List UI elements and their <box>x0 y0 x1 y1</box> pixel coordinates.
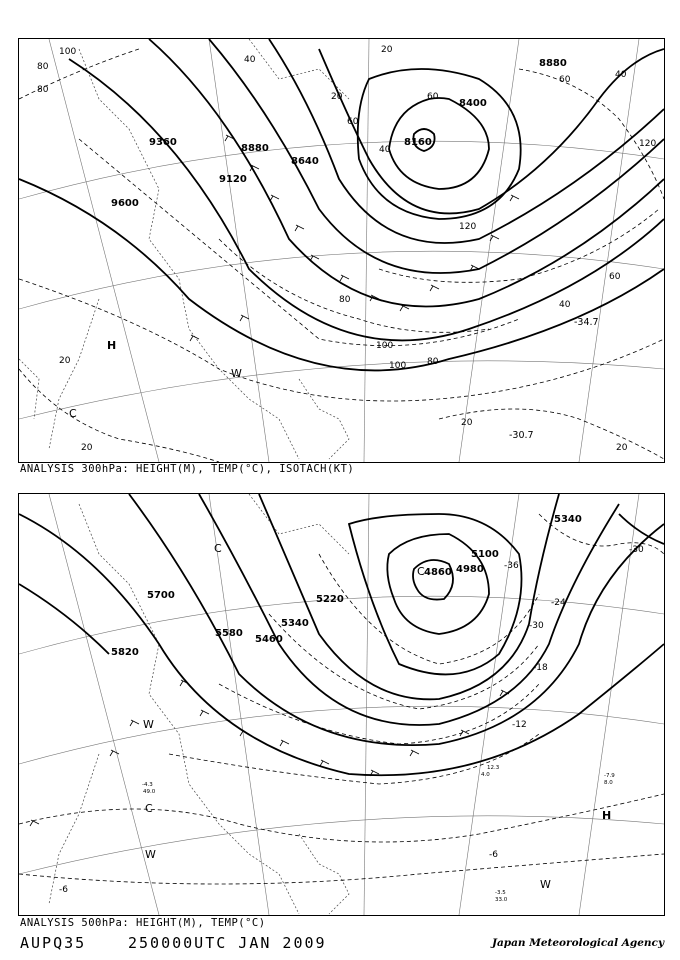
isotach-label: 60 <box>609 272 621 282</box>
isotach-label: 80 <box>37 85 49 95</box>
height-label: 5340 <box>281 618 309 629</box>
station-value: -3.5 <box>495 890 506 896</box>
chart-id: AUPQ35 <box>20 934 87 952</box>
isotach-label: 80 <box>37 62 49 72</box>
height-label: 8640 <box>291 156 319 167</box>
center-label-group <box>69 339 242 420</box>
map-300hpa-svg <box>19 39 664 462</box>
station-value: 49.0 <box>143 789 156 795</box>
height-label: 5460 <box>255 634 283 645</box>
height-label: 5700 <box>147 590 175 601</box>
height-label: 8880 <box>241 143 269 154</box>
high-center-label: H <box>107 339 117 352</box>
isotach-label: 20 <box>461 418 473 428</box>
isotach-label: 80 <box>339 295 351 305</box>
warm-center-label: W <box>145 848 156 861</box>
isotherm-label: -36 <box>504 561 519 571</box>
height-label: 5580 <box>215 628 243 639</box>
isotherm-label: -6 <box>59 885 68 895</box>
cold-center-label: C <box>69 407 77 420</box>
map-panel-500hpa <box>18 493 665 916</box>
isotach-label: 120 <box>639 139 657 149</box>
cold-center-label: C <box>145 802 153 815</box>
map-panel-300hpa <box>18 38 665 463</box>
isotach-label: 60 <box>427 92 439 102</box>
isotach-label: 60 <box>347 117 359 127</box>
height-label: 8400 <box>459 98 487 109</box>
isotach-label: 20 <box>381 45 393 55</box>
height-label-group <box>111 58 567 209</box>
isotach-label: 100 <box>376 341 394 351</box>
warm-center-label: W <box>540 878 551 891</box>
wind-barbs <box>30 680 509 826</box>
height-label: 8160 <box>404 137 432 148</box>
isotach-label: 100 <box>59 47 77 57</box>
isotach-label: 40 <box>379 145 391 155</box>
height-label: 9120 <box>219 174 247 185</box>
warm-center-label: W <box>231 367 242 380</box>
caption-300hpa: ANALYSIS 300hPa: HEIGHT(M), TEMP(°C), ISOTACH(KT) <box>20 463 355 475</box>
valid-time: 250000UTC JAN 2009 <box>128 934 327 952</box>
cold-center-label: C <box>214 542 222 555</box>
station-value: 4.0 <box>481 772 490 778</box>
height-label: 4980 <box>456 564 484 575</box>
height-label: 5100 <box>471 549 499 560</box>
height-label: 9600 <box>111 198 139 209</box>
map-500hpa-svg <box>19 494 664 915</box>
coastline <box>49 494 349 914</box>
high-center-label: H <box>602 809 612 822</box>
temp-label: -30.7 <box>509 430 534 441</box>
center-label-group <box>143 542 611 891</box>
isotach-label: 20 <box>616 443 628 453</box>
height-label: 4860 <box>424 567 452 578</box>
height-label: 5820 <box>111 647 139 658</box>
height-label: 8880 <box>539 58 567 69</box>
station-value: 12.3 <box>487 765 500 771</box>
isotach-label: 40 <box>615 70 627 80</box>
wind-barbs <box>190 135 519 341</box>
temp-label: -34.7 <box>574 317 599 328</box>
isotachs <box>19 49 664 462</box>
isotherm-label: -24 <box>551 598 566 608</box>
isotach-label: 40 <box>559 300 571 310</box>
isotherm-label: -30 <box>629 545 644 555</box>
height-label: 5220 <box>316 594 344 605</box>
isotach-label: 120 <box>459 222 477 232</box>
station-value: -4.3 <box>142 782 153 788</box>
isotherm-label: -12 <box>512 720 527 730</box>
warm-center-label: W <box>143 718 154 731</box>
isotherms <box>19 514 664 884</box>
agency-credit: Japan Meteorological Agency <box>492 937 665 949</box>
isotach-label: 100 <box>389 361 407 371</box>
isotherm-label: -6 <box>489 850 498 860</box>
isotach-label: 20 <box>331 92 343 102</box>
height-label: 9360 <box>149 137 177 148</box>
caption-500hpa: ANALYSIS 500hPa: HEIGHT(M), TEMP(°C) <box>20 917 266 929</box>
station-value: 8.0 <box>604 780 613 786</box>
isotach-label: 20 <box>81 443 93 453</box>
isotherm-label: -30 <box>529 621 544 631</box>
height-label-group <box>111 514 582 658</box>
low-center-label: C <box>417 565 425 578</box>
station-value: 33.0 <box>495 897 508 903</box>
height-label: 5340 <box>554 514 582 525</box>
isotach-label: 40 <box>244 55 256 65</box>
isotach-label: 20 <box>59 356 71 366</box>
isotherm-label: -18 <box>533 663 548 673</box>
isotach-label: 80 <box>427 357 439 367</box>
isotach-label: 60 <box>559 75 571 85</box>
station-value: -7.9 <box>604 773 615 779</box>
